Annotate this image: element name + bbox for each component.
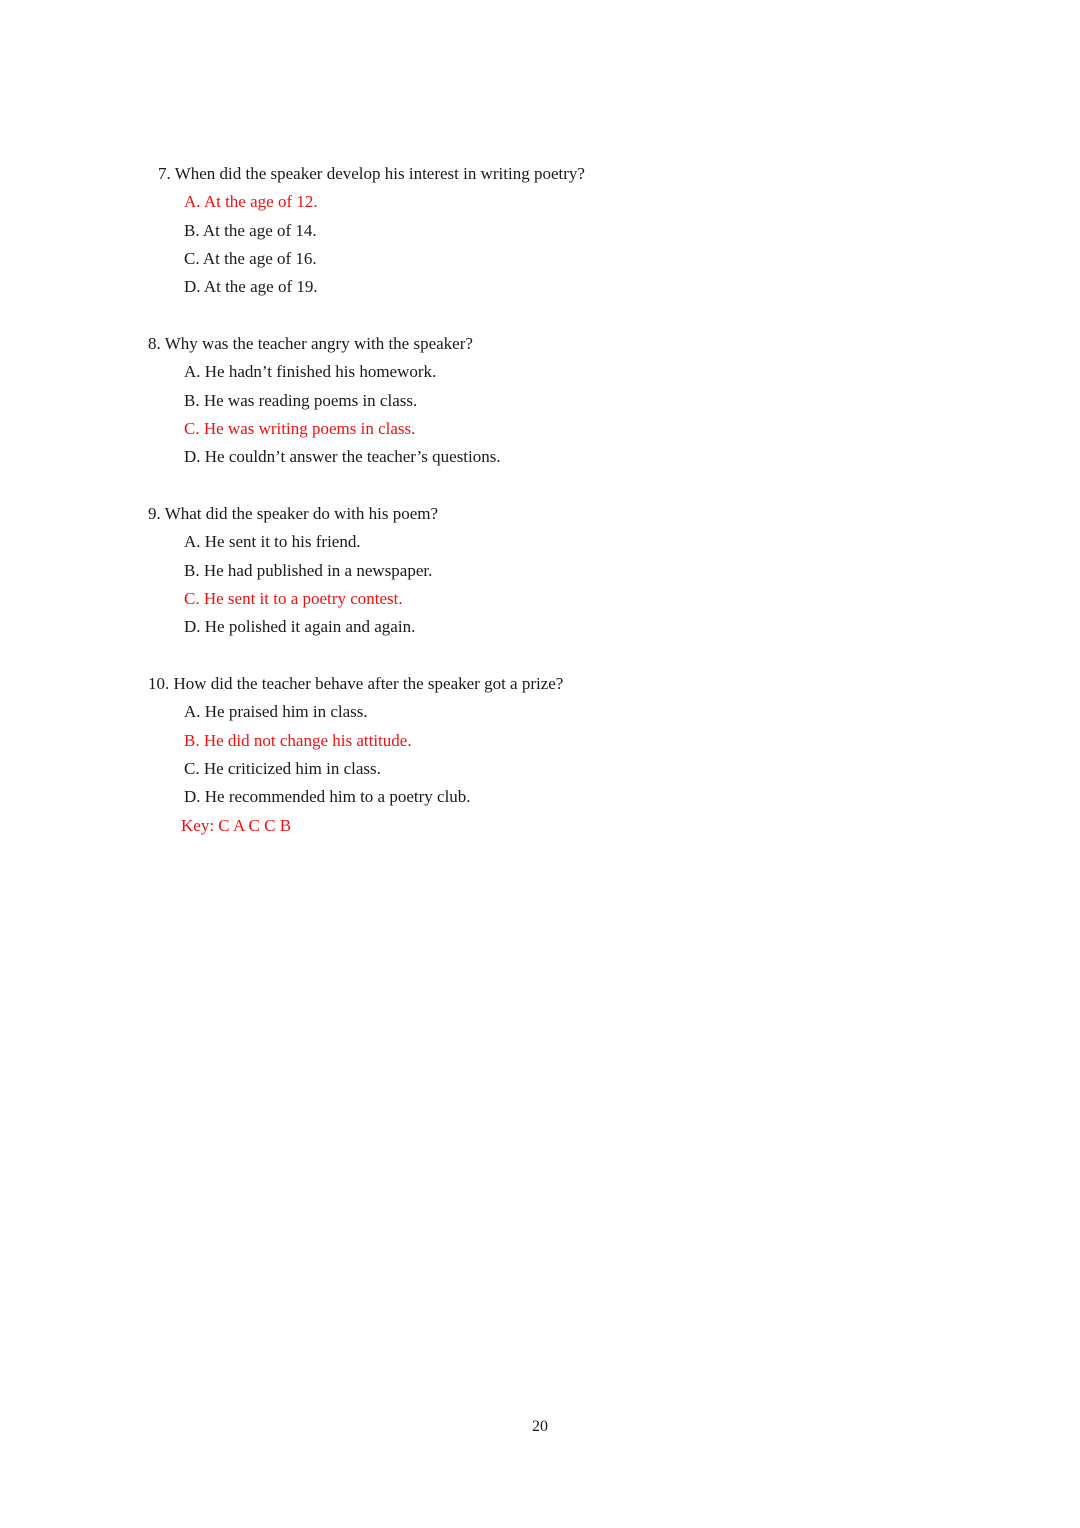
question-10-option-d: D. He recommended him to a poetry club.: [184, 787, 471, 806]
question-7-stem: 7. When did the speaker develop his interest in writing poetry?: [158, 164, 585, 183]
question-10-stem: 10. How did the teacher behave after the speaker got a prize?: [148, 674, 564, 693]
answer-key: Key: C A C C B: [181, 816, 292, 835]
question-8-option-c: C. He was writing poems in class.: [184, 419, 416, 438]
question-8-option-d: D. He couldn’t answer the teacher’s questions.: [184, 447, 501, 466]
question-7-option-c: C. At the age of 16.: [184, 249, 317, 268]
question-8-option-b: B. He was reading poems in class.: [184, 391, 418, 410]
question-10-option-a: A. He praised him in class.: [184, 702, 368, 721]
question-8-stem: 8. Why was the teacher angry with the speaker?: [148, 334, 473, 353]
question-10-option-c: C. He criticized him in class.: [184, 759, 381, 778]
page-number: 20: [532, 1418, 548, 1435]
question-9-option-c: C. He sent it to a poetry contest.: [184, 589, 403, 608]
question-10-option-b: B. He did not change his attitude.: [184, 731, 412, 750]
question-9-stem: 9. What did the speaker do with his poem?: [148, 504, 439, 523]
question-9-option-d: D. He polished it again and again.: [184, 617, 416, 636]
question-7-option-b: B. At the age of 14.: [184, 221, 317, 240]
question-9-option-a: A. He sent it to his friend.: [184, 532, 361, 551]
question-8-option-a: A. He hadn’t finished his homework.: [184, 362, 437, 381]
question-9-option-b: B. He had published in a newspaper.: [184, 561, 433, 580]
question-7-option-d: D. At the age of 19.: [184, 277, 318, 296]
question-7-option-a: A. At the age of 12.: [184, 192, 318, 211]
